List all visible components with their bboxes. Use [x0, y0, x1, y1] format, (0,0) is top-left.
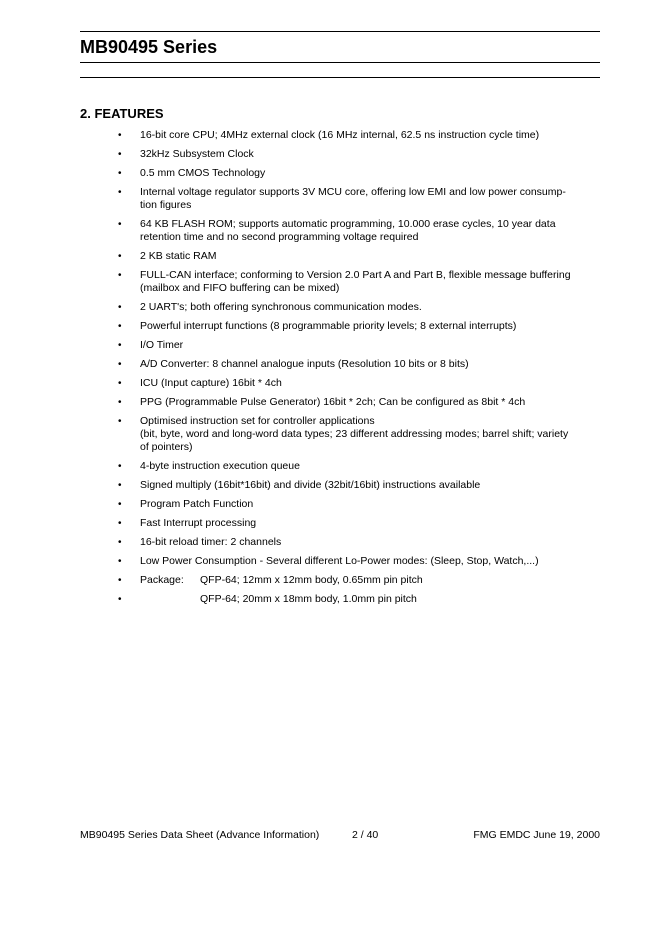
list-item-text [140, 536, 600, 549]
bullet-icon: • [118, 397, 122, 408]
list-item-line: tion figures [140, 199, 192, 211]
bullet-icon: • [118, 556, 122, 567]
bullet-icon: • [118, 359, 122, 370]
header-rule-middle [80, 62, 600, 63]
list-item-text [140, 339, 600, 352]
bullet-icon: • [118, 270, 122, 281]
list-item-text [140, 415, 600, 454]
list-item-text [140, 574, 600, 587]
list-item-text [140, 148, 600, 161]
list-item-line: 32kHz Subsystem Clock [140, 148, 254, 160]
list-item-line: Low Power Consumption - Several different Lo-Power modes: (Sleep, Stop, Watch,...) [140, 555, 539, 567]
list-item-text [140, 517, 600, 530]
list-item-text [140, 250, 600, 263]
list-item-line: retention time and no second programming voltage required [140, 231, 419, 243]
bullet-icon: • [118, 537, 122, 548]
list-item-line: Optimised instruction set for controller applications [140, 415, 375, 427]
list-item-text [140, 320, 600, 333]
list-item-line: (bit, byte, word and long-word data types; 23 different addressing modes; barrel shift; variety [140, 428, 569, 440]
list-item-line: FULL-CAN interface; conforming to Version 2.0 Part A and Part B, flexible message buffering [140, 269, 571, 281]
package-option [140, 574, 600, 587]
bullet-icon: • [118, 518, 122, 529]
bullet-icon: • [118, 378, 122, 389]
bullet-icon: • [118, 168, 122, 179]
list-item-text [140, 269, 600, 295]
list-item-text [140, 479, 600, 492]
list-item-text [140, 498, 600, 511]
list-item-line: of pointers) [140, 441, 193, 453]
header-rule-top [80, 31, 600, 32]
bullet-icon: • [118, 149, 122, 160]
footer-page-number: 2 / 40 [352, 829, 379, 841]
package-option [140, 593, 600, 606]
bullet-icon: • [118, 321, 122, 332]
list-item-line: 4-byte instruction execution queue [140, 460, 300, 472]
document-title: MB90495 Series [80, 37, 218, 57]
package-option-text: QFP-64; 20mm x 18mm body, 1.0mm pin pitch [200, 593, 417, 605]
package-label: Package: [140, 574, 184, 586]
list-item-line: 64 KB FLASH ROM; supports automatic programming, 10.000 erase cycles, 10 year data [140, 218, 556, 230]
list-item-line: 16-bit core CPU; 4MHz external clock (16 MHz internal, 62.5 ns instruction cycle time) [140, 129, 540, 141]
list-item-line: ICU (Input capture) 16bit * 4ch [140, 377, 282, 389]
list-item-line: 16-bit reload timer: 2 channels [140, 536, 282, 548]
list-item-line: 0.5 mm CMOS Technology [140, 167, 266, 179]
bullet-icon: • [118, 219, 122, 230]
list-item-line: Signed multiply (16bit*16bit) and divide (32bit/16bit) instructions available [140, 479, 481, 491]
list-item-text [140, 555, 600, 568]
list-item-line: 2 KB static RAM [140, 250, 217, 262]
list-item-line: A/D Converter: 8 channel analogue inputs (Resolution 10 bits or 8 bits) [140, 358, 469, 370]
list-item-line: Internal voltage regulator supports 3V MCU core, offering low EMI and low power consump- [140, 186, 566, 198]
bullet-icon: • [118, 480, 122, 491]
list-item-text [140, 301, 600, 314]
bullet-icon: • [118, 594, 122, 605]
bullet-icon: • [118, 575, 122, 586]
list-item-text [140, 593, 600, 606]
list-item-line: Fast Interrupt processing [140, 517, 257, 529]
list-item-text [140, 167, 600, 180]
list-item-line: Powerful interrupt functions (8 programmable priority levels; 8 external interrupts) [140, 320, 517, 332]
bullet-icon: • [118, 340, 122, 351]
header-rule-bottom [80, 77, 600, 78]
section-heading: 2. FEATURES [80, 106, 164, 121]
bullet-icon: • [118, 130, 122, 141]
bullet-icon: • [118, 416, 122, 427]
footer-document-name: MB90495 Series Data Sheet (Advance Information) [80, 829, 320, 841]
bullet-icon: • [118, 499, 122, 510]
list-item-text [140, 377, 600, 390]
list-item-line: I/O Timer [140, 339, 184, 351]
list-item-text [140, 358, 600, 371]
bullet-icon: • [118, 461, 122, 472]
list-item-text [140, 396, 600, 409]
list-item-line: Program Patch Function [140, 498, 254, 510]
list-item-line: (mailbox and FIFO buffering can be mixed) [140, 282, 340, 294]
list-item-text [140, 129, 600, 142]
bullet-icon: • [118, 251, 122, 262]
bullet-icon: • [118, 187, 122, 198]
footer-date: FMG EMDC June 19, 2000 [473, 829, 600, 841]
list-item-line: 2 UART's; both offering synchronous communication modes. [140, 301, 422, 313]
list-item-text [140, 218, 600, 244]
package-option-text: QFP-64; 12mm x 12mm body, 0.65mm pin pitch [200, 574, 423, 586]
list-item-text [140, 186, 600, 212]
list-item-line: PPG (Programmable Pulse Generator) 16bit * 2ch; Can be configured as 8bit * 4ch [140, 396, 526, 408]
list-item-text [140, 460, 600, 473]
bullet-icon: • [118, 302, 122, 313]
